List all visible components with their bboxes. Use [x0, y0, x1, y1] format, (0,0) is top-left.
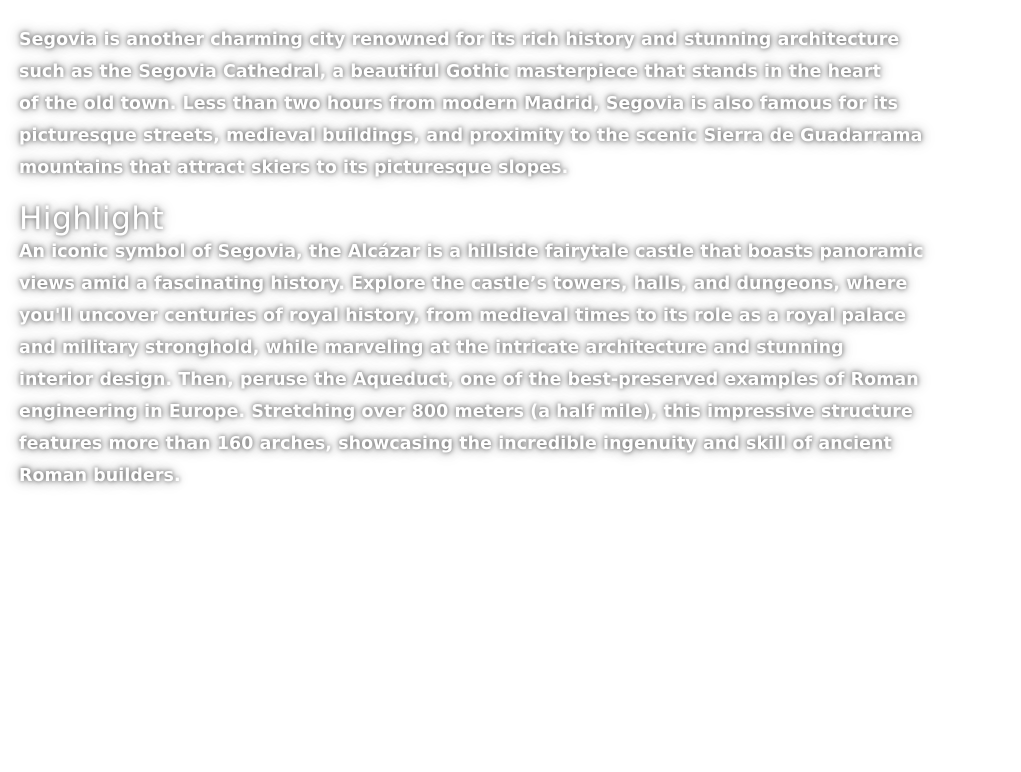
highlight-heading: Highlight — [19, 201, 165, 237]
intro-line: mountains that attract skiers to its picturesque slopes. — [19, 158, 569, 178]
intro-line: picturesque streets, medieval buildings, and proximity to the scenic Sierra de Guadarrama — [19, 126, 923, 146]
article-content — [19, 24, 989, 492]
highlight-line: Roman builders. — [19, 466, 181, 486]
highlight-line: An iconic symbol of Segovia, the Alcázar is a hillside fairytale castle that boasts panoramic — [19, 242, 924, 262]
intro-line: of the old town. Less than two hours from modern Madrid, Segovia is also famous for its — [19, 94, 899, 114]
highlight-line: features more than 160 arches, showcasing the incredible ingenuity and skill of ancient — [19, 434, 892, 454]
highlight-line: you'll uncover centuries of royal history, from medieval times to its role as a royal palace — [19, 306, 907, 326]
highlight-line: views amid a fascinating history. Explore the castle’s towers, halls, and dungeons, where — [19, 274, 908, 294]
intro-paragraph — [19, 24, 989, 184]
intro-line: such as the Segovia Cathedral, a beautiful Gothic masterpiece that stands in the heart — [19, 62, 881, 82]
highlight-line: engineering in Europe. Stretching over 800 meters (a half mile), this impressive structure — [19, 402, 913, 422]
highlight-paragraph — [19, 236, 989, 492]
intro-line: Segovia is another charming city renowned for its rich history and stunning architecture — [19, 30, 900, 50]
highlight-line: interior design. Then, peruse the Aqueduct, one of the best-preserved examples of Roman — [19, 370, 919, 390]
highlight-line: and military stronghold, while marveling at the intricate architecture and stunning — [19, 338, 844, 358]
